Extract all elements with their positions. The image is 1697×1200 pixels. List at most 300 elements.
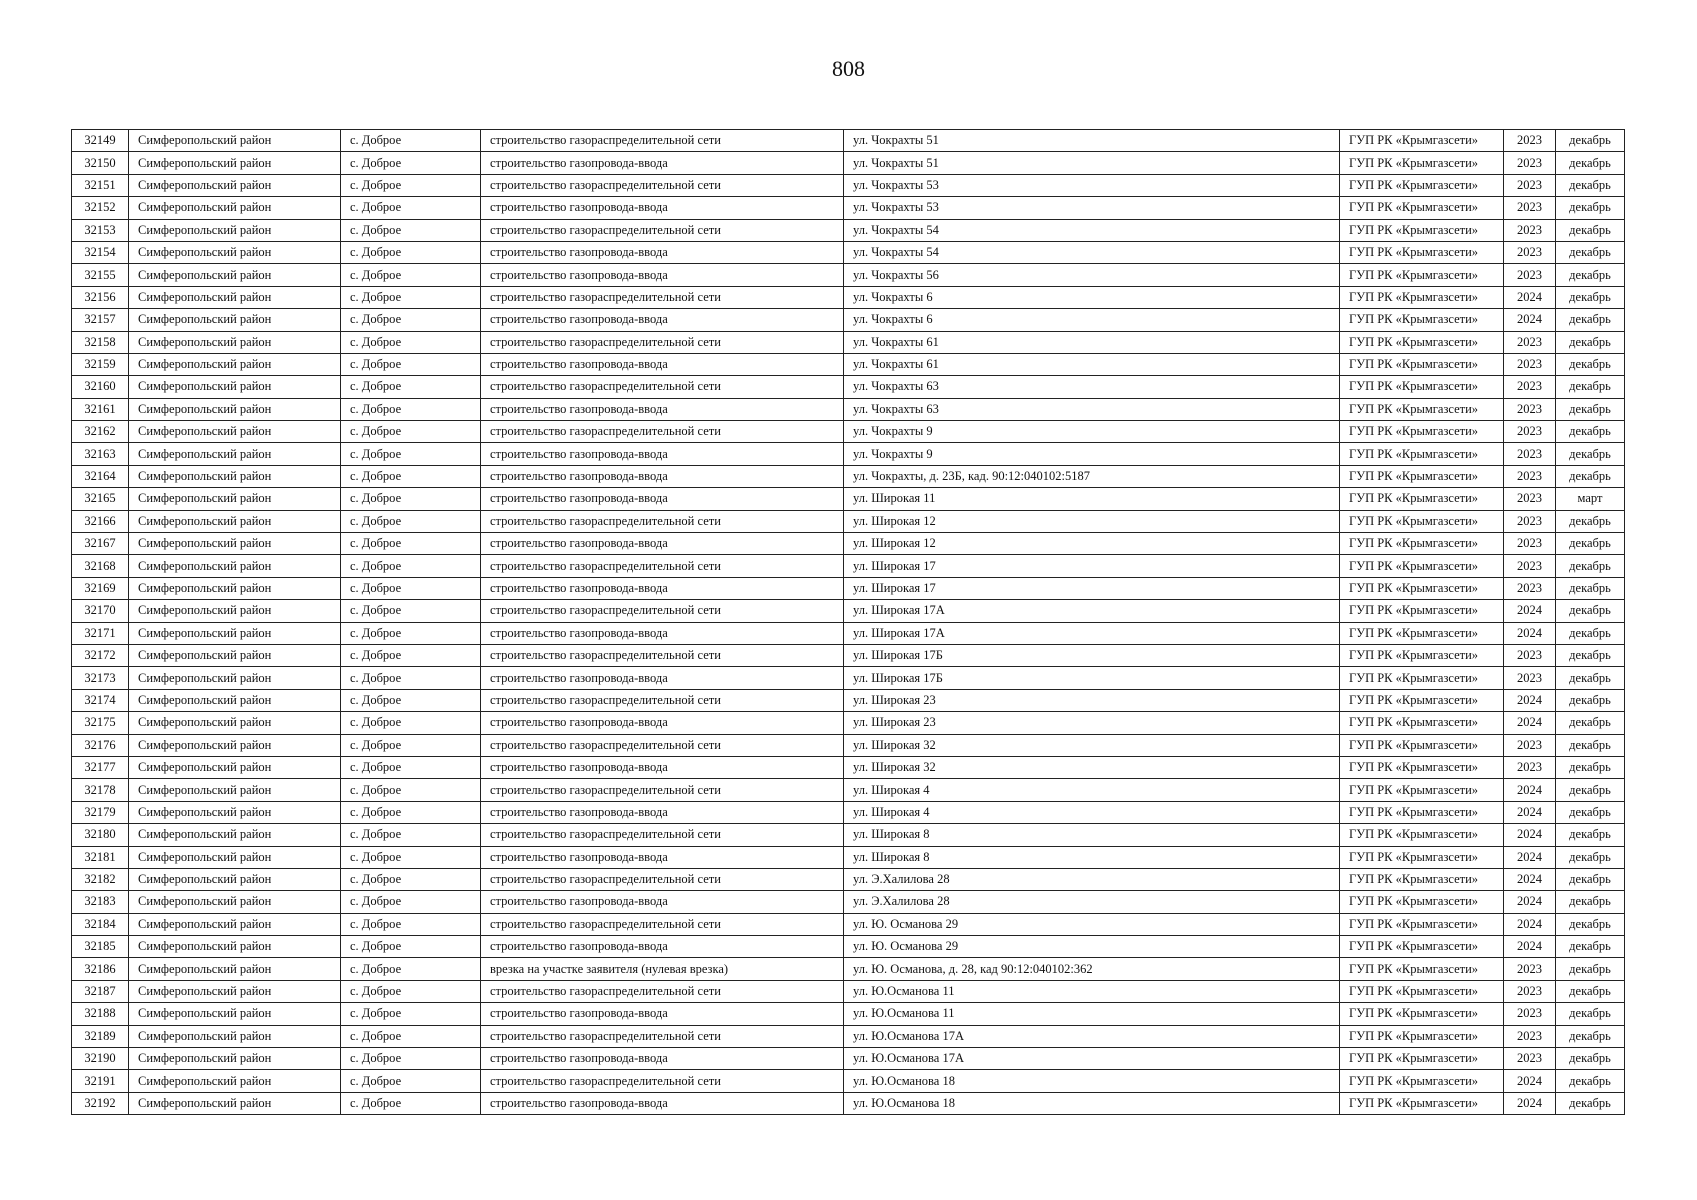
- table-cell-address: ул. Ю. Османова, д. 28, кад 90:12:040102:362: [844, 958, 1340, 980]
- table-cell-work-type: строительство газопровода-ввода: [481, 152, 844, 174]
- table-cell-work-type: строительство газопровода-ввода: [481, 309, 844, 331]
- table-cell-address: ул. Широкая 17Б: [844, 667, 1340, 689]
- table-cell-work-type: строительство газораспределительной сети: [481, 421, 844, 443]
- table-cell-month: декабрь: [1556, 197, 1625, 219]
- table-cell-address: ул. Чокрахты 63: [844, 398, 1340, 420]
- table-cell-month: декабрь: [1556, 398, 1625, 420]
- table-cell-month: декабрь: [1556, 130, 1625, 152]
- table-row: [72, 353, 1625, 375]
- table-cell-month: декабрь: [1556, 756, 1625, 778]
- table-cell-settlement: с. Доброе: [341, 756, 481, 778]
- table-cell-year: 2024: [1504, 913, 1556, 935]
- table-cell-year: 2023: [1504, 152, 1556, 174]
- table-cell-work-type: строительство газораспределительной сети: [481, 174, 844, 196]
- table-row: [72, 241, 1625, 263]
- table-cell-district: Симферопольский район: [129, 824, 341, 846]
- table-cell-district: Симферопольский район: [129, 331, 341, 353]
- table-cell-address: ул. Ю.Османова 17А: [844, 1048, 1340, 1070]
- table-cell-month: декабрь: [1556, 241, 1625, 263]
- table-cell-month: декабрь: [1556, 868, 1625, 890]
- table-cell-district: Симферопольский район: [129, 1092, 341, 1114]
- table-cell-month: декабрь: [1556, 1092, 1625, 1114]
- table-cell-address: ул. Ю.Османова 11: [844, 1003, 1340, 1025]
- table-cell-year: 2023: [1504, 577, 1556, 599]
- table-cell-district: Симферопольский район: [129, 846, 341, 868]
- table-cell-settlement: с. Доброе: [341, 779, 481, 801]
- table-cell-settlement: с. Доброе: [341, 801, 481, 823]
- table-cell-settlement: с. Доброе: [341, 868, 481, 890]
- table-cell-district: Симферопольский район: [129, 577, 341, 599]
- table-cell-year: 2023: [1504, 1048, 1556, 1070]
- table-cell-month: декабрь: [1556, 555, 1625, 577]
- table-cell-operator: ГУП РК «Крымгазсети»: [1340, 756, 1504, 778]
- table-cell-settlement: с. Доброе: [341, 1092, 481, 1114]
- table-cell-address: ул. Чокрахты 53: [844, 197, 1340, 219]
- gasification-registry-table: [71, 129, 1625, 1115]
- table-cell-settlement: с. Доброе: [341, 286, 481, 308]
- table-cell-num: 32168: [72, 555, 129, 577]
- table-cell-district: Симферопольский район: [129, 264, 341, 286]
- table-row: [72, 465, 1625, 487]
- table-cell-address: ул. Широкая 11: [844, 488, 1340, 510]
- table-cell-year: 2024: [1504, 1070, 1556, 1092]
- table-cell-work-type: строительство газопровода-ввода: [481, 667, 844, 689]
- table-cell-settlement: с. Доброе: [341, 846, 481, 868]
- table-cell-settlement: с. Доброе: [341, 130, 481, 152]
- table-row: [72, 488, 1625, 510]
- table-cell-num: 32151: [72, 174, 129, 196]
- table-cell-district: Симферопольский район: [129, 734, 341, 756]
- table-cell-work-type: строительство газопровода-ввода: [481, 622, 844, 644]
- table-cell-address: ул. Широкая 17А: [844, 600, 1340, 622]
- table-cell-operator: ГУП РК «Крымгазсети»: [1340, 555, 1504, 577]
- table-cell-year: 2023: [1504, 1025, 1556, 1047]
- table-cell-work-type: строительство газораспределительной сети: [481, 913, 844, 935]
- table-cell-year: 2023: [1504, 331, 1556, 353]
- table-cell-district: Симферопольский район: [129, 241, 341, 263]
- table-cell-settlement: с. Доброе: [341, 1003, 481, 1025]
- table-cell-num: 32175: [72, 712, 129, 734]
- table-cell-district: Симферопольский район: [129, 644, 341, 666]
- table-cell-address: ул. Широкая 23: [844, 712, 1340, 734]
- table-cell-num: 32177: [72, 756, 129, 778]
- table-cell-district: Симферопольский район: [129, 958, 341, 980]
- table-cell-settlement: с. Доброе: [341, 443, 481, 465]
- table-cell-operator: ГУП РК «Крымгазсети»: [1340, 958, 1504, 980]
- table-cell-month: декабрь: [1556, 376, 1625, 398]
- table-cell-year: 2023: [1504, 197, 1556, 219]
- table-cell-num: 32185: [72, 936, 129, 958]
- table-cell-district: Симферопольский район: [129, 309, 341, 331]
- table-cell-address: ул. Широкая 4: [844, 801, 1340, 823]
- table-cell-year: 2023: [1504, 398, 1556, 420]
- table-cell-district: Симферопольский район: [129, 130, 341, 152]
- table-cell-settlement: с. Доброе: [341, 913, 481, 935]
- table-row: [72, 421, 1625, 443]
- table-cell-year: 2024: [1504, 891, 1556, 913]
- table-cell-month: декабрь: [1556, 980, 1625, 1002]
- table-cell-address: ул. Ю.Османова 18: [844, 1092, 1340, 1114]
- table-row: [72, 824, 1625, 846]
- table-cell-operator: ГУП РК «Крымгазсети»: [1340, 286, 1504, 308]
- table-row: [72, 756, 1625, 778]
- table-cell-operator: ГУП РК «Крымгазсети»: [1340, 913, 1504, 935]
- table-cell-year: 2024: [1504, 779, 1556, 801]
- table-cell-operator: ГУП РК «Крымгазсети»: [1340, 577, 1504, 599]
- table-cell-num: 32188: [72, 1003, 129, 1025]
- table-cell-district: Симферопольский район: [129, 443, 341, 465]
- table-cell-settlement: с. Доброе: [341, 600, 481, 622]
- table-row: [72, 846, 1625, 868]
- table-cell-work-type: строительство газораспределительной сети: [481, 555, 844, 577]
- table-cell-num: 32155: [72, 264, 129, 286]
- table-cell-num: 32178: [72, 779, 129, 801]
- table-cell-month: декабрь: [1556, 801, 1625, 823]
- table-cell-district: Симферопольский район: [129, 533, 341, 555]
- table-cell-operator: ГУП РК «Крымгазсети»: [1340, 868, 1504, 890]
- table-cell-settlement: с. Доброе: [341, 376, 481, 398]
- table-cell-num: 32165: [72, 488, 129, 510]
- table-cell-district: Симферопольский район: [129, 1025, 341, 1047]
- table-cell-operator: ГУП РК «Крымгазсети»: [1340, 533, 1504, 555]
- table-cell-year: 2023: [1504, 510, 1556, 532]
- table-cell-operator: ГУП РК «Крымгазсети»: [1340, 667, 1504, 689]
- table-cell-year: 2024: [1504, 1092, 1556, 1114]
- table-cell-settlement: с. Доброе: [341, 667, 481, 689]
- table-cell-district: Симферопольский район: [129, 913, 341, 935]
- table-cell-num: 32152: [72, 197, 129, 219]
- table-row: [72, 309, 1625, 331]
- table-cell-operator: ГУП РК «Крымгазсети»: [1340, 734, 1504, 756]
- table-cell-address: ул. Широкая 32: [844, 756, 1340, 778]
- table-cell-year: 2023: [1504, 219, 1556, 241]
- table-cell-month: декабрь: [1556, 264, 1625, 286]
- table-cell-address: ул. Э.Халилова 28: [844, 868, 1340, 890]
- table-row: [72, 622, 1625, 644]
- table-cell-settlement: с. Доброе: [341, 488, 481, 510]
- table-cell-month: декабрь: [1556, 689, 1625, 711]
- table-cell-year: 2024: [1504, 936, 1556, 958]
- table-cell-district: Симферопольский район: [129, 1003, 341, 1025]
- table-cell-settlement: с. Доброе: [341, 555, 481, 577]
- table-cell-work-type: врезка на участке заявителя (нулевая врезка): [481, 958, 844, 980]
- table-cell-work-type: строительство газораспределительной сети: [481, 734, 844, 756]
- table-cell-settlement: с. Доброе: [341, 980, 481, 1002]
- table-cell-num: 32159: [72, 353, 129, 375]
- table-cell-year: 2023: [1504, 555, 1556, 577]
- table-cell-operator: ГУП РК «Крымгазсети»: [1340, 779, 1504, 801]
- table-cell-district: Симферопольский район: [129, 376, 341, 398]
- table-cell-settlement: с. Доброе: [341, 958, 481, 980]
- table-cell-month: декабрь: [1556, 913, 1625, 935]
- table-cell-work-type: строительство газопровода-ввода: [481, 846, 844, 868]
- table-cell-operator: ГУП РК «Крымгазсети»: [1340, 712, 1504, 734]
- table-cell-work-type: строительство газопровода-ввода: [481, 197, 844, 219]
- table-cell-settlement: с. Доброе: [341, 1048, 481, 1070]
- table-cell-work-type: строительство газопровода-ввода: [481, 443, 844, 465]
- table-cell-num: 32174: [72, 689, 129, 711]
- table-row: [72, 801, 1625, 823]
- table-cell-work-type: строительство газопровода-ввода: [481, 241, 844, 263]
- table-cell-year: 2024: [1504, 286, 1556, 308]
- table-cell-month: декабрь: [1556, 577, 1625, 599]
- table-cell-settlement: с. Доброе: [341, 465, 481, 487]
- table-cell-district: Симферопольский район: [129, 1070, 341, 1092]
- table-cell-year: 2024: [1504, 309, 1556, 331]
- table-cell-district: Симферопольский район: [129, 286, 341, 308]
- table-cell-settlement: с. Доброе: [341, 689, 481, 711]
- table-cell-month: декабрь: [1556, 1070, 1625, 1092]
- table-cell-operator: ГУП РК «Крымгазсети»: [1340, 1025, 1504, 1047]
- table-row: [72, 980, 1625, 1002]
- table-cell-work-type: строительство газопровода-ввода: [481, 712, 844, 734]
- table-cell-address: ул. Чокрахты 61: [844, 331, 1340, 353]
- table-cell-work-type: строительство газопровода-ввода: [481, 264, 844, 286]
- table-cell-operator: ГУП РК «Крымгазсети»: [1340, 936, 1504, 958]
- table-cell-operator: ГУП РК «Крымгазсети»: [1340, 1070, 1504, 1092]
- table-cell-month: декабрь: [1556, 152, 1625, 174]
- table-cell-work-type: строительство газораспределительной сети: [481, 510, 844, 532]
- table-cell-settlement: с. Доброе: [341, 936, 481, 958]
- table-cell-address: ул. Широкая 17: [844, 577, 1340, 599]
- table-cell-operator: ГУП РК «Крымгазсети»: [1340, 891, 1504, 913]
- table-cell-work-type: строительство газопровода-ввода: [481, 488, 844, 510]
- table-row: [72, 376, 1625, 398]
- table-cell-num: 32160: [72, 376, 129, 398]
- table-cell-num: 32156: [72, 286, 129, 308]
- table-cell-year: 2024: [1504, 600, 1556, 622]
- table-cell-operator: ГУП РК «Крымгазсети»: [1340, 353, 1504, 375]
- table-cell-operator: ГУП РК «Крымгазсети»: [1340, 130, 1504, 152]
- table-row: [72, 533, 1625, 555]
- table-cell-year: 2023: [1504, 241, 1556, 263]
- table-cell-month: декабрь: [1556, 286, 1625, 308]
- table-row: [72, 1003, 1625, 1025]
- table-cell-address: ул. Ю.Османова 18: [844, 1070, 1340, 1092]
- table-cell-num: 32153: [72, 219, 129, 241]
- table-cell-settlement: с. Доброе: [341, 734, 481, 756]
- table-cell-year: 2023: [1504, 130, 1556, 152]
- table-row: [72, 667, 1625, 689]
- table-cell-address: ул. Ю.Османова 17А: [844, 1025, 1340, 1047]
- table-cell-work-type: строительство газораспределительной сети: [481, 980, 844, 1002]
- table-cell-operator: ГУП РК «Крымгазсети»: [1340, 331, 1504, 353]
- table-cell-month: декабрь: [1556, 936, 1625, 958]
- table-row: [72, 779, 1625, 801]
- table-cell-year: 2024: [1504, 622, 1556, 644]
- table-row: [72, 510, 1625, 532]
- table-cell-month: декабрь: [1556, 331, 1625, 353]
- table-cell-num: 32180: [72, 824, 129, 846]
- table-cell-operator: ГУП РК «Крымгазсети»: [1340, 421, 1504, 443]
- table-cell-work-type: строительство газопровода-ввода: [481, 353, 844, 375]
- table-cell-work-type: строительство газораспределительной сети: [481, 286, 844, 308]
- table-cell-year: 2024: [1504, 868, 1556, 890]
- table-cell-settlement: с. Доброе: [341, 421, 481, 443]
- table-cell-num: 32187: [72, 980, 129, 1002]
- table-cell-address: ул. Широкая 32: [844, 734, 1340, 756]
- table-cell-work-type: строительство газопровода-ввода: [481, 1048, 844, 1070]
- table-cell-operator: ГУП РК «Крымгазсети»: [1340, 846, 1504, 868]
- table-cell-year: 2023: [1504, 958, 1556, 980]
- table-row: [72, 891, 1625, 913]
- table-cell-work-type: строительство газопровода-ввода: [481, 756, 844, 778]
- table-cell-num: 32154: [72, 241, 129, 263]
- table-cell-address: ул. Широкая 23: [844, 689, 1340, 711]
- table-cell-work-type: строительство газопровода-ввода: [481, 398, 844, 420]
- table-cell-district: Симферопольский район: [129, 756, 341, 778]
- table-cell-address: ул. Чокрахты 54: [844, 241, 1340, 263]
- table-cell-month: декабрь: [1556, 421, 1625, 443]
- table-cell-settlement: с. Доброе: [341, 152, 481, 174]
- table-cell-settlement: с. Доброе: [341, 309, 481, 331]
- table-row: [72, 130, 1625, 152]
- table-cell-address: ул. Чокрахты 61: [844, 353, 1340, 375]
- table-cell-district: Симферопольский район: [129, 398, 341, 420]
- table-cell-month: декабрь: [1556, 779, 1625, 801]
- table-cell-district: Симферопольский район: [129, 667, 341, 689]
- table-cell-district: Симферопольский район: [129, 555, 341, 577]
- table-cell-year: 2023: [1504, 644, 1556, 666]
- table-cell-year: 2023: [1504, 376, 1556, 398]
- table-cell-address: ул. Широкая 8: [844, 846, 1340, 868]
- table-cell-district: Симферопольский район: [129, 152, 341, 174]
- table-cell-num: 32164: [72, 465, 129, 487]
- table-cell-settlement: с. Доброе: [341, 174, 481, 196]
- table-row: [72, 152, 1625, 174]
- table-cell-num: 32172: [72, 644, 129, 666]
- table-cell-district: Симферопольский район: [129, 689, 341, 711]
- table-cell-address: ул. Ю.Османова 11: [844, 980, 1340, 1002]
- table-cell-month: декабрь: [1556, 219, 1625, 241]
- table-cell-num: 32184: [72, 913, 129, 935]
- table-cell-work-type: строительство газораспределительной сети: [481, 868, 844, 890]
- table-cell-month: декабрь: [1556, 1025, 1625, 1047]
- table-cell-operator: ГУП РК «Крымгазсети»: [1340, 1092, 1504, 1114]
- table-cell-settlement: с. Доброе: [341, 622, 481, 644]
- table-cell-month: декабрь: [1556, 309, 1625, 331]
- table-cell-num: 32179: [72, 801, 129, 823]
- table-cell-work-type: строительство газораспределительной сети: [481, 600, 844, 622]
- table-cell-num: 32158: [72, 331, 129, 353]
- table-cell-district: Симферопольский район: [129, 712, 341, 734]
- table-cell-settlement: с. Доброе: [341, 824, 481, 846]
- table-cell-year: 2023: [1504, 1003, 1556, 1025]
- table-cell-month: декабрь: [1556, 644, 1625, 666]
- table-cell-operator: ГУП РК «Крымгазсети»: [1340, 443, 1504, 465]
- table-cell-district: Симферопольский район: [129, 891, 341, 913]
- table-cell-work-type: строительство газораспределительной сети: [481, 130, 844, 152]
- table-row: [72, 331, 1625, 353]
- table-cell-num: 32149: [72, 130, 129, 152]
- table-cell-year: 2023: [1504, 264, 1556, 286]
- table-row: [72, 197, 1625, 219]
- table-cell-settlement: с. Доброе: [341, 644, 481, 666]
- table-cell-district: Симферопольский район: [129, 510, 341, 532]
- table-cell-num: 32190: [72, 1048, 129, 1070]
- table-cell-year: 2024: [1504, 712, 1556, 734]
- table-cell-address: ул. Широкая 17Б: [844, 644, 1340, 666]
- table-cell-district: Симферопольский район: [129, 465, 341, 487]
- table-cell-operator: ГУП РК «Крымгазсети»: [1340, 622, 1504, 644]
- table-cell-month: декабрь: [1556, 824, 1625, 846]
- table-cell-month: декабрь: [1556, 734, 1625, 756]
- table-body: [72, 130, 1625, 1115]
- table-row: [72, 1025, 1625, 1047]
- table-cell-year: 2023: [1504, 667, 1556, 689]
- table-cell-month: декабрь: [1556, 465, 1625, 487]
- table-cell-settlement: с. Доброе: [341, 1070, 481, 1092]
- table-cell-district: Симферопольский район: [129, 197, 341, 219]
- table-cell-work-type: строительство газораспределительной сети: [481, 824, 844, 846]
- table-cell-operator: ГУП РК «Крымгазсети»: [1340, 309, 1504, 331]
- table-cell-district: Симферопольский район: [129, 801, 341, 823]
- table-row: [72, 734, 1625, 756]
- table-cell-year: 2023: [1504, 756, 1556, 778]
- table-cell-operator: ГУП РК «Крымгазсети»: [1340, 219, 1504, 241]
- table-cell-district: Симферопольский район: [129, 622, 341, 644]
- table-cell-month: декабрь: [1556, 667, 1625, 689]
- table-row: [72, 1092, 1625, 1114]
- table-cell-district: Симферопольский район: [129, 1048, 341, 1070]
- table-cell-num: 32182: [72, 868, 129, 890]
- table-cell-address: ул. Чокрахты 51: [844, 152, 1340, 174]
- table-cell-num: 32176: [72, 734, 129, 756]
- table-cell-settlement: с. Доброе: [341, 398, 481, 420]
- table-cell-num: 32191: [72, 1070, 129, 1092]
- table-cell-district: Симферопольский район: [129, 936, 341, 958]
- table-cell-num: 32162: [72, 421, 129, 443]
- table-cell-address: ул. Чокрахты 53: [844, 174, 1340, 196]
- table-cell-work-type: строительство газопровода-ввода: [481, 891, 844, 913]
- table-cell-month: декабрь: [1556, 533, 1625, 555]
- table-cell-settlement: с. Доброе: [341, 241, 481, 263]
- table-cell-address: ул. Широкая 17: [844, 555, 1340, 577]
- table-cell-address: ул. Широкая 8: [844, 824, 1340, 846]
- table-row: [72, 555, 1625, 577]
- table-row: [72, 219, 1625, 241]
- table-cell-num: 32157: [72, 309, 129, 331]
- table-cell-year: 2024: [1504, 801, 1556, 823]
- table-cell-district: Симферопольский район: [129, 779, 341, 801]
- table-cell-settlement: с. Доброе: [341, 712, 481, 734]
- table-row: [72, 644, 1625, 666]
- table-cell-work-type: строительство газораспределительной сети: [481, 331, 844, 353]
- table-cell-year: 2024: [1504, 689, 1556, 711]
- table-cell-address: ул. Широкая 4: [844, 779, 1340, 801]
- table-cell-num: 32171: [72, 622, 129, 644]
- table-cell-settlement: с. Доброе: [341, 353, 481, 375]
- table-cell-work-type: строительство газораспределительной сети: [481, 644, 844, 666]
- table-cell-operator: ГУП РК «Крымгазсети»: [1340, 644, 1504, 666]
- table-cell-operator: ГУП РК «Крымгазсети»: [1340, 152, 1504, 174]
- table-cell-year: 2023: [1504, 421, 1556, 443]
- table-cell-num: 32186: [72, 958, 129, 980]
- table-cell-num: 32169: [72, 577, 129, 599]
- table-cell-year: 2023: [1504, 533, 1556, 555]
- table-cell-year: 2023: [1504, 980, 1556, 1002]
- table-cell-district: Симферопольский район: [129, 219, 341, 241]
- table-cell-year: 2023: [1504, 174, 1556, 196]
- table-row: [72, 398, 1625, 420]
- table-cell-num: 32189: [72, 1025, 129, 1047]
- table-cell-num: 32166: [72, 510, 129, 532]
- table-cell-settlement: с. Доброе: [341, 533, 481, 555]
- table-cell-year: 2023: [1504, 353, 1556, 375]
- table-cell-address: ул. Чокрахты 63: [844, 376, 1340, 398]
- table-cell-address: ул. Ю. Османова 29: [844, 936, 1340, 958]
- table-cell-num: 32181: [72, 846, 129, 868]
